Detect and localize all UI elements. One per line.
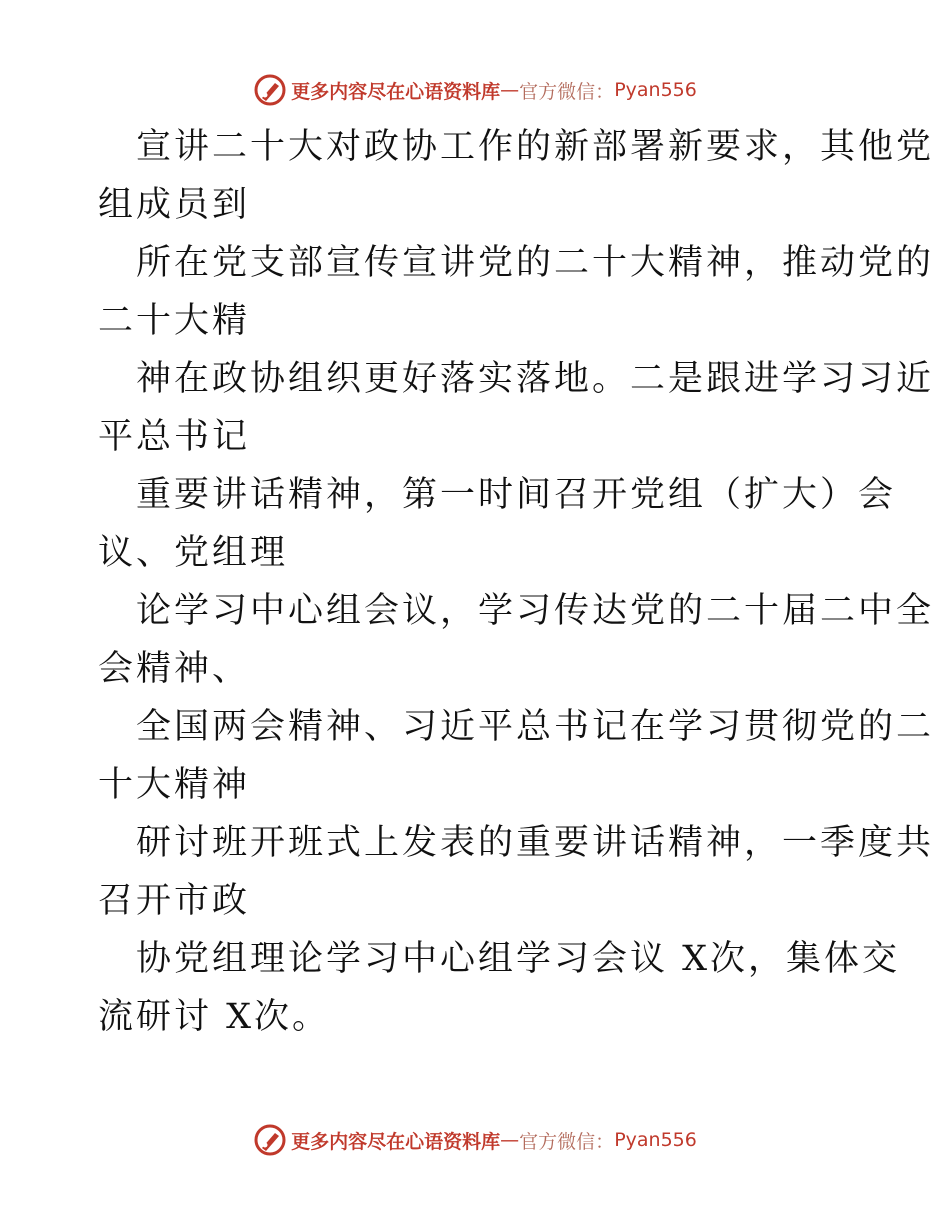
- text-line: 论学习中心组会议，学习传达党的二十届二中全: [136, 591, 935, 631]
- paragraph: [98, 118, 935, 234]
- paragraph: [98, 698, 935, 814]
- pen-logo-icon: [253, 73, 287, 107]
- paragraph: [98, 350, 935, 466]
- text-line: 平总书记: [98, 417, 251, 457]
- text-line: 二十大精: [98, 301, 251, 341]
- text-line: 协党组理论学习中心组学习会议 X次，集体交: [136, 939, 901, 979]
- watermark-id: Pyan556: [614, 79, 697, 101]
- watermark-label: 官方微信：: [519, 80, 615, 103]
- footer-watermark: [0, 1120, 950, 1160]
- paragraph: [98, 814, 935, 930]
- paragraph: [98, 582, 935, 698]
- text-line: 全国两会精神、习近平总书记在学习贯彻党的二: [136, 707, 935, 747]
- text-line: 十大精神: [98, 765, 251, 805]
- watermark-separator: —: [500, 1129, 520, 1151]
- paragraph: [98, 466, 897, 582]
- text-line: 流研讨 X次。: [98, 997, 331, 1037]
- text-line: 神在政协组织更好落实落地。二是跟进学习习近: [136, 359, 935, 399]
- header-watermark: [0, 70, 950, 110]
- text-line: 研讨班开班式上发表的重要讲话精神，一季度共: [136, 823, 935, 863]
- document-body: [98, 118, 935, 1046]
- watermark-brand: 更多内容尽在心语资料库: [291, 1130, 501, 1153]
- paragraph: [98, 930, 901, 1046]
- text-line: 会精神、: [98, 649, 251, 689]
- text-line: 重要讲话精神，第一时间召开党组（扩大）会: [136, 475, 897, 515]
- paragraph: [98, 234, 935, 350]
- watermark-id: Pyan556: [614, 1129, 697, 1151]
- watermark-brand: 更多内容尽在心语资料库: [291, 80, 501, 103]
- watermark-separator: —: [500, 79, 520, 101]
- text-line: 所在党支部宣传宣讲党的二十大精神，推动党的: [136, 243, 935, 283]
- text-line: 宣讲二十大对政协工作的新部署新要求，其他党: [136, 127, 935, 167]
- watermark-label: 官方微信：: [519, 1130, 615, 1153]
- pen-logo-icon: [253, 1123, 287, 1157]
- text-line: 召开市政: [98, 881, 251, 921]
- text-line: 议、党组理: [98, 533, 289, 573]
- text-line: 组成员到: [98, 185, 251, 225]
